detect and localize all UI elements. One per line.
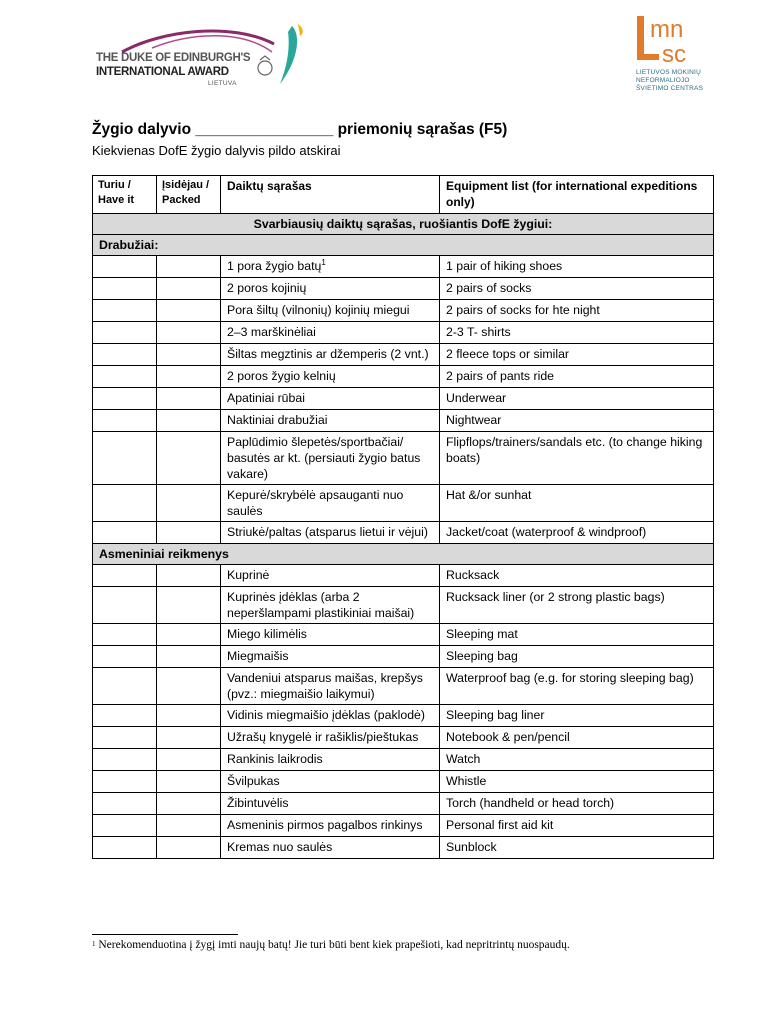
item-lt <box>221 793 440 815</box>
item-lt-text: Paplūdimio šlepetės/sportbačiai/ basutės ar kt. (persiauti žygio batus vakare) <box>227 435 421 481</box>
item-lt <box>221 705 440 727</box>
table-row <box>93 366 714 388</box>
item-en: Underwear <box>440 388 714 410</box>
item-lt-text: 2–3 marškinėliai <box>227 325 316 339</box>
item-lt <box>221 646 440 668</box>
packed-checkbox[interactable] <box>157 565 221 587</box>
have-it-checkbox[interactable] <box>93 322 157 344</box>
have-it-checkbox[interactable] <box>93 587 157 624</box>
have-it-checkbox[interactable] <box>93 646 157 668</box>
equipment-table <box>92 175 714 859</box>
item-lt-text: 2 poros kojinių <box>227 281 307 295</box>
packed-checkbox[interactable] <box>157 668 221 705</box>
have-it-checkbox[interactable] <box>93 793 157 815</box>
packed-checkbox[interactable] <box>157 256 221 278</box>
table-row <box>93 587 714 624</box>
personal-section-row <box>93 544 714 565</box>
item-lt-text: Asmeninis pirmos pagalbos rinkinys <box>227 818 423 832</box>
item-lt <box>221 432 440 485</box>
have-it-checkbox[interactable] <box>93 771 157 793</box>
item-en: 2 pairs of socks <box>440 278 714 300</box>
item-en: Flipflops/trainers/sandals etc. (to change hiking boats) <box>440 432 714 485</box>
item-lt <box>221 522 440 544</box>
packed-checkbox[interactable] <box>157 278 221 300</box>
packed-checkbox[interactable] <box>157 793 221 815</box>
item-en: Sleeping mat <box>440 624 714 646</box>
main-section-heading: Svarbiausių daiktų sąrašas, ruošiantis DofE žygiui: <box>93 214 714 235</box>
table-row <box>93 837 714 859</box>
table-row <box>93 522 714 544</box>
item-lt <box>221 624 440 646</box>
table-row <box>93 432 714 485</box>
dofe-logo-line2: INTERNATIONAL AWARD <box>96 66 229 78</box>
have-it-checkbox[interactable] <box>93 485 157 522</box>
packed-checkbox[interactable] <box>157 815 221 837</box>
item-lt-text: Kepurė/skrybėlė apsauganti nuo saulės <box>227 488 404 518</box>
item-lt-text: Apatiniai rūbai <box>227 391 305 405</box>
table-row <box>93 565 714 587</box>
item-en: Waterproof bag (e.g. for storing sleeping bag) <box>440 668 714 705</box>
table-row <box>93 705 714 727</box>
item-lt <box>221 366 440 388</box>
lmnsc-logo <box>634 14 714 96</box>
item-en: Jacket/coat (waterproof & windproof) <box>440 522 714 544</box>
item-en: 1 pair of hiking shoes <box>440 256 714 278</box>
header-packed: Įsidėjau / Packed <box>157 176 221 214</box>
have-it-checkbox[interactable] <box>93 749 157 771</box>
have-it-checkbox[interactable] <box>93 432 157 485</box>
item-en: Torch (handheld or head torch) <box>440 793 714 815</box>
table-row <box>93 646 714 668</box>
packed-checkbox[interactable] <box>157 485 221 522</box>
clothing-section-row <box>93 235 714 256</box>
item-lt-text: Šiltas megztinis ar džemperis (2 vnt.) <box>227 347 429 361</box>
item-lt <box>221 727 440 749</box>
item-lt-text: Užrašų knygelė ir rašiklis/pieštukas <box>227 730 419 744</box>
table-row <box>93 388 714 410</box>
have-it-checkbox[interactable] <box>93 727 157 749</box>
item-lt <box>221 410 440 432</box>
packed-checkbox[interactable] <box>157 705 221 727</box>
item-en: 2-3 T- shirts <box>440 322 714 344</box>
header-list-lt: Daiktų sąrašas <box>221 176 440 214</box>
item-lt <box>221 837 440 859</box>
packed-checkbox[interactable] <box>157 624 221 646</box>
item-lt-text: 1 pora žygio batų <box>227 259 322 273</box>
header-list-en: Equipment list (for international expeditions only) <box>440 176 714 214</box>
dofe-logo <box>92 22 307 92</box>
item-lt-text: Kuprinės įdėklas (arba 2 neperšlampami plastikiniai maišai) <box>227 590 415 620</box>
have-it-checkbox[interactable] <box>93 300 157 322</box>
item-lt <box>221 322 440 344</box>
packed-checkbox[interactable] <box>157 771 221 793</box>
item-lt-text: Kuprinė <box>227 568 270 582</box>
item-lt-text: 2 poros žygio kelnių <box>227 369 336 383</box>
have-it-checkbox[interactable] <box>93 344 157 366</box>
table-row <box>93 322 714 344</box>
table-row <box>93 344 714 366</box>
item-lt-text: Miegmaišis <box>227 649 289 663</box>
dofe-logo-line1: THE DUKE OF EDINBURGH'S <box>96 52 251 64</box>
item-lt <box>221 344 440 366</box>
item-en: 2 pairs of socks for hte night <box>440 300 714 322</box>
lmnsc-sub3: ŠVIETIMO CENTRAS <box>636 85 704 92</box>
packed-checkbox[interactable] <box>157 366 221 388</box>
item-lt-text: Švilpukas <box>227 774 280 788</box>
item-lt <box>221 771 440 793</box>
item-en: 2 pairs of pants ride <box>440 366 714 388</box>
item-en: Personal first aid kit <box>440 815 714 837</box>
item-en: 2 fleece tops or similar <box>440 344 714 366</box>
item-lt <box>221 749 440 771</box>
table-row <box>93 727 714 749</box>
table-row <box>93 256 714 278</box>
have-it-checkbox[interactable] <box>93 565 157 587</box>
item-lt-text: Vidinis miegmaišio įdėklas (paklodė) <box>227 708 425 722</box>
item-lt-text: Naktiniai drabužiai <box>227 413 328 427</box>
item-lt <box>221 278 440 300</box>
table-row <box>93 410 714 432</box>
have-it-checkbox[interactable] <box>93 410 157 432</box>
item-en: Watch <box>440 749 714 771</box>
item-lt <box>221 668 440 705</box>
footnote-mark: 1 <box>92 940 96 948</box>
header-have: Turiu / Have it <box>93 176 157 214</box>
table-row <box>93 300 714 322</box>
packed-checkbox[interactable] <box>157 300 221 322</box>
item-lt <box>221 256 440 278</box>
packed-checkbox[interactable] <box>157 344 221 366</box>
item-en: Sleeping bag liner <box>440 705 714 727</box>
have-it-checkbox[interactable] <box>93 668 157 705</box>
packed-checkbox[interactable] <box>157 322 221 344</box>
personal-section-heading: Asmeniniai reikmenys <box>93 544 714 565</box>
table-row <box>93 485 714 522</box>
table-row <box>93 668 714 705</box>
item-en: Rucksack <box>440 565 714 587</box>
packed-checkbox[interactable] <box>157 587 221 624</box>
item-en: Notebook & pen/pencil <box>440 727 714 749</box>
dofe-logo-line3: LIETUVA <box>208 80 237 87</box>
table-row <box>93 278 714 300</box>
have-it-checkbox[interactable] <box>93 624 157 646</box>
item-en: Whistle <box>440 771 714 793</box>
lmnsc-mark-top: mn <box>650 16 684 43</box>
item-en: Sunblock <box>440 837 714 859</box>
item-lt <box>221 485 440 522</box>
main-section-row <box>93 214 714 235</box>
packed-checkbox[interactable] <box>157 522 221 544</box>
have-it-checkbox[interactable] <box>93 522 157 544</box>
item-lt <box>221 815 440 837</box>
page-title: Žygio dalyvio ________________ priemonių sąrašas (F5) <box>92 121 508 138</box>
table-row <box>93 793 714 815</box>
table-header-row <box>93 176 714 214</box>
lmnsc-mark-icon <box>634 14 714 66</box>
have-it-checkbox[interactable] <box>93 388 157 410</box>
table-row <box>93 815 714 837</box>
have-it-checkbox[interactable] <box>93 366 157 388</box>
item-lt <box>221 300 440 322</box>
item-lt-text: Rankinis laikrodis <box>227 752 323 766</box>
footnote-divider <box>92 934 238 935</box>
packed-checkbox[interactable] <box>157 410 221 432</box>
item-lt-text: Pora šiltų (vilnonių) kojinių miegui <box>227 303 410 317</box>
item-en: Sleeping bag <box>440 646 714 668</box>
table-row <box>93 749 714 771</box>
have-it-checkbox[interactable] <box>93 256 157 278</box>
footnote-ref: 1 <box>321 258 326 267</box>
packed-checkbox[interactable] <box>157 727 221 749</box>
have-it-checkbox[interactable] <box>93 278 157 300</box>
packed-checkbox[interactable] <box>157 749 221 771</box>
item-lt-text: Miego kilimėlis <box>227 627 307 641</box>
table-row <box>93 624 714 646</box>
packed-checkbox[interactable] <box>157 837 221 859</box>
item-en: Rucksack liner (or 2 strong plastic bags) <box>440 587 714 624</box>
item-en: Hat &/or sunhat <box>440 485 714 522</box>
have-it-checkbox[interactable] <box>93 837 157 859</box>
table-row <box>93 771 714 793</box>
have-it-checkbox[interactable] <box>93 705 157 727</box>
page-subtitle: Kiekvienas DofE žygio dalyvis pildo atskirai <box>92 143 341 158</box>
packed-checkbox[interactable] <box>157 388 221 410</box>
packed-checkbox[interactable] <box>157 432 221 485</box>
have-it-checkbox[interactable] <box>93 815 157 837</box>
item-lt <box>221 388 440 410</box>
clothing-section-heading: Drabužiai: <box>93 235 714 256</box>
packed-checkbox[interactable] <box>157 646 221 668</box>
item-en: Nightwear <box>440 410 714 432</box>
item-lt <box>221 587 440 624</box>
footnote-text: Nerekomenduotina į žygį imti naujų batų! Jie turi būti bent kiek prapešioti, kad nepritrintų nuospaudų. <box>98 939 570 951</box>
item-lt <box>221 565 440 587</box>
item-lt-text: Vandeniui atsparus maišas, krepšys (pvz.: miegmaišio laikymui) <box>227 671 423 701</box>
lmnsc-sub2: NEFORMALIOJO <box>636 77 690 84</box>
item-lt-text: Striukė/paltas (atsparus lietui ir vėjui) <box>227 525 428 539</box>
footnote <box>92 939 570 951</box>
lmnsc-sub1: LIETUVOS MOKINIŲ <box>636 69 701 76</box>
item-lt-text: Žibintuvėlis <box>227 796 289 810</box>
lmnsc-mark-bottom: sc <box>662 41 686 66</box>
item-lt-text: Kremas nuo saulės <box>227 840 333 854</box>
